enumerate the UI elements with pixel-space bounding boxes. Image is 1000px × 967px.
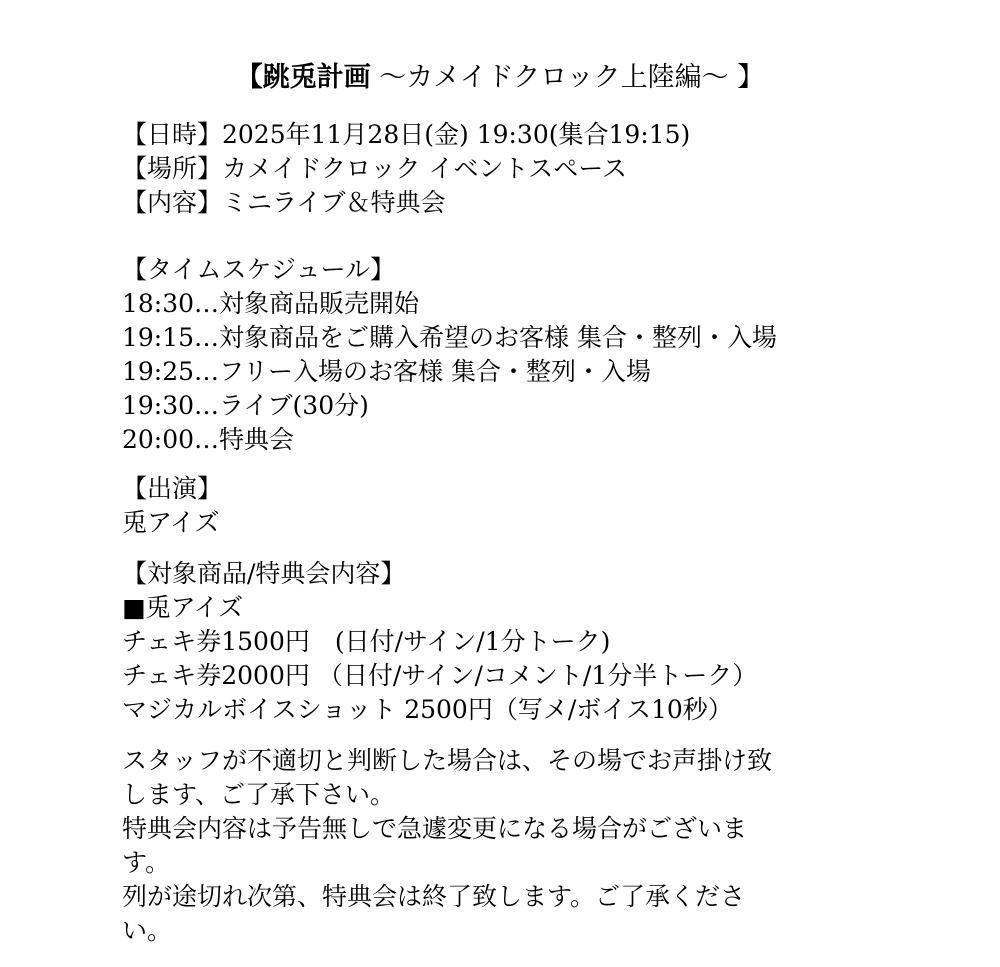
event-title-rest: 〜カメイドクロック上陸編〜 】 [370,62,765,93]
notes [122,744,882,948]
schedule-item: 20:00…特典会 [122,425,295,454]
products-group: ■兎アイズ [122,593,244,622]
note-line: 特典会内容は予告無しで急遽変更になる場合がございま [122,814,748,843]
product-item: マジカルボイスショット 2500円（写メ/ボイス10秒） [122,695,733,724]
product-item: チェキ券1500円 (日付/サイン/1分トーク) [122,627,611,656]
schedule-item: 19:15…対象商品をご購入希望のお客様 集合・整列・入場 [122,323,777,352]
note-line: い。 [122,916,173,945]
note-line: 列が途切れ次第、特典会は終了致します。ご了承くださ [122,882,746,911]
product-item: チェキ券2000円 （日付/サイン/コメント/1分半トーク） [122,661,758,690]
event-title-bold: 【跳兎計画 [235,62,371,93]
schedule-heading: 【タイムスケジュール】 [122,255,396,284]
event-title [0,60,1000,96]
products-heading: 【対象商品/特典会内容】 [122,559,406,588]
performer-name: 兎アイズ [122,508,220,537]
note-line: す。 [122,848,171,877]
performers-heading: 【出演】 [122,474,223,503]
info-content: 【内容】ミニライブ＆特典会 [122,188,446,217]
info-place: 【場所】カメイドクロック イベントスペース [122,154,627,183]
note-line: します、ご了承下さい。 [122,780,396,809]
schedule-item: 19:30…ライブ(30分) [122,391,369,420]
schedule-item: 18:30…対象商品販売開始 [122,289,420,318]
schedule-item: 19:25…フリー入場のお客様 集合・整列・入場 [122,357,651,386]
info-datetime: 【日時】2025年11月28日(金) 19:30(集合19:15) [122,120,691,149]
note-line: スタッフが不適切と判断した場合は、その場でお声掛け致 [122,746,773,775]
